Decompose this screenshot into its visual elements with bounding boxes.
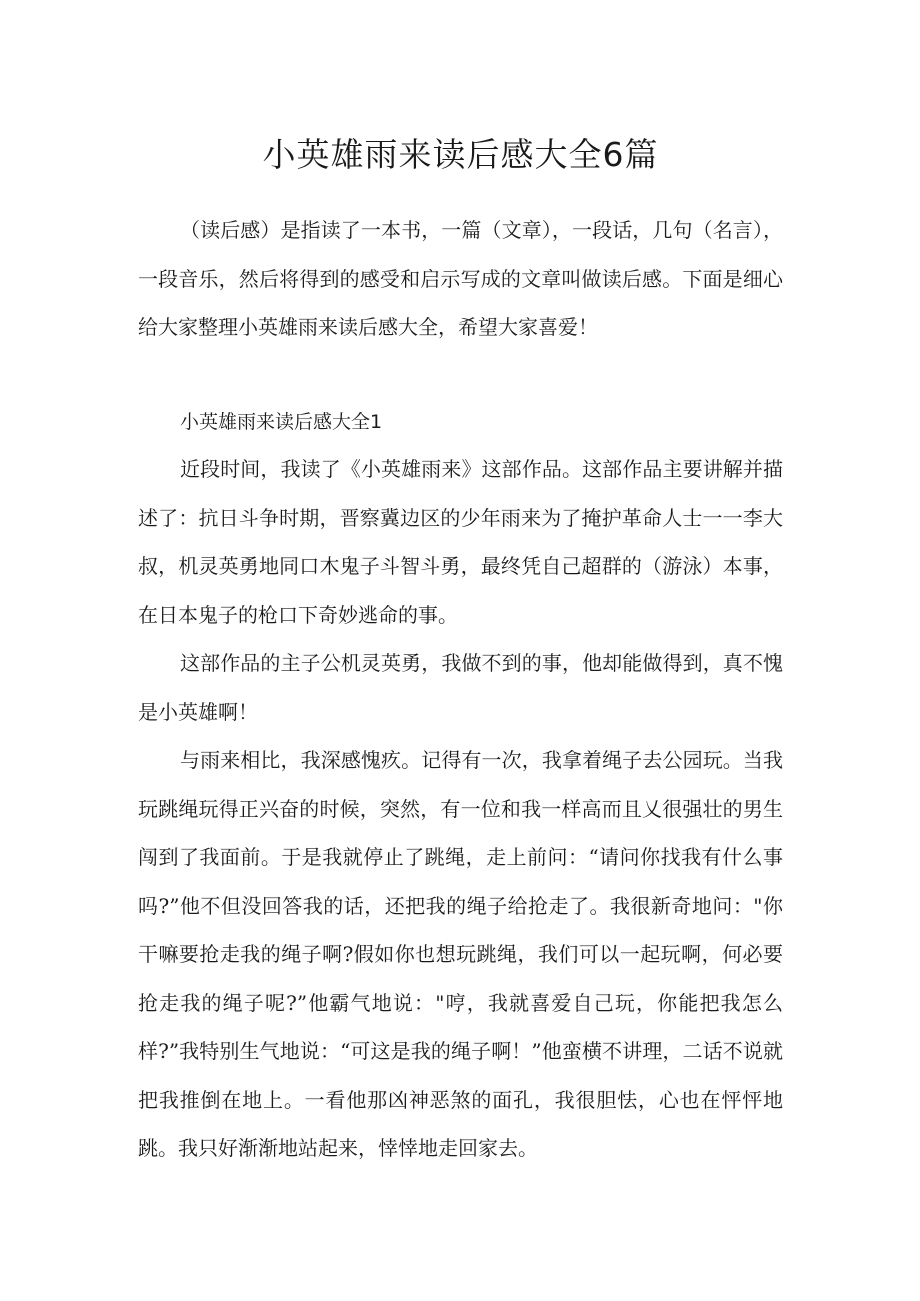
intro-paragraph: （读后感）是指读了一本书，一篇（文章），一段话，几句（名言），一段音乐，然后将得到的感受和启示写成的文章叫做读后感。下面是细心给大家整理小英雄雨来读后感大全，希望大家喜爱！ <box>138 218 783 339</box>
body-paragraph-1: 近段时间，我读了《小英雄雨来》这部作品。这部作品主要讲解并描述了：抗日斗争时期，晋察冀边区的少年雨来为了掩护革命人士一一李大叔，机灵英勇地同口木鬼子斗智斗勇，最终凭自己超群的（游泳）本事，在日本鬼子的枪口下奇妙逃命的事。 <box>138 457 783 627</box>
section-heading: 小英雄雨来读后感大全1 <box>180 411 383 433</box>
body-paragraph-2: 这部作品的主子公机灵英勇，我做不到的事，他却能做得到，真不愧是小英雄啊！ <box>138 651 783 724</box>
body-paragraph-3: 与雨来相比，我深感愧疚。记得有一次，我拿着绳子去公园玩。当我玩跳绳玩得正兴奋的时候，突然，有一位和我一样高而且乂很强壮的男生闯到了我面前。于是我就停止了跳绳，走上前问：“请问你找我有什么事吗?”他不但没回答我的话，还把我的绳子给抢走了。我很新奇地问："你干嘛要抢走我的绳子啊?假如你也想玩跳绳，我们可以一起玩啊，何必要抢走我的绳子呢?”他霸气地说："哼，我就喜爱自己玩，你能把我怎么样?”我特别生气地说：“可这是我的绳子啊！”他蛮横不讲理，二话不说就把我推倒在地上。一看他那凶神恶煞的面孔，我很胆怯，心也在怦怦地跳。我只好渐渐地站起来，悻悻地走回家去。 <box>138 748 783 1160</box>
page-title: 小英雄雨来读后感大全6篇 <box>262 135 659 174</box>
